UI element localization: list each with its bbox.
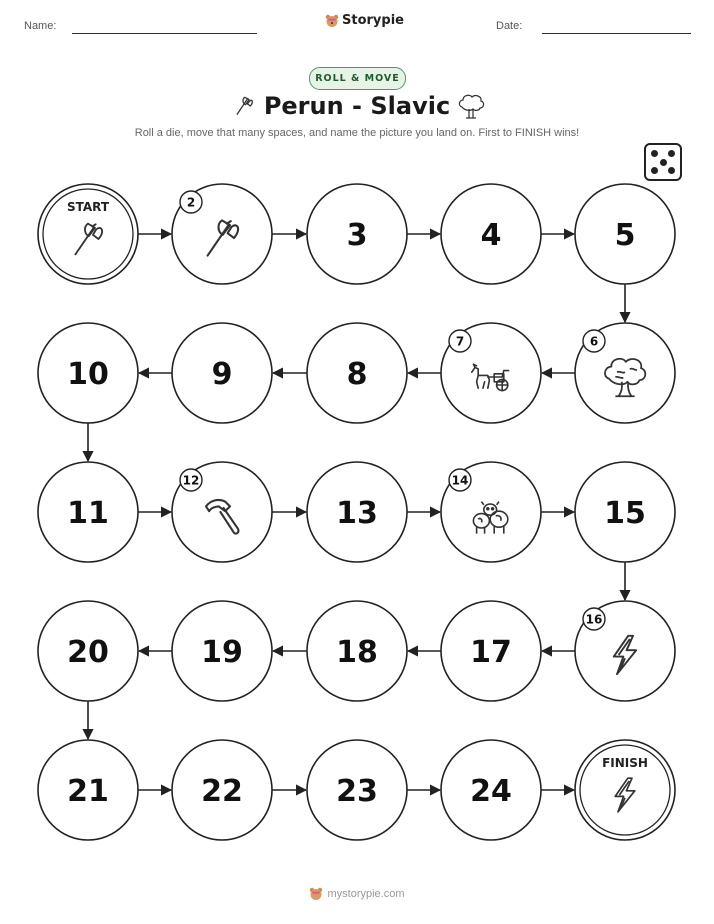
- name-label: Name:: [24, 20, 57, 32]
- board-space-13[interactable]: [307, 462, 407, 562]
- space-number: 2: [186, 195, 196, 210]
- brand-name: Storypie: [342, 13, 404, 28]
- space-number: 11: [67, 496, 109, 531]
- board-space-17[interactable]: [441, 601, 541, 701]
- board-space-15[interactable]: [575, 462, 675, 562]
- space-number: 15: [604, 496, 646, 531]
- board-space-3[interactable]: [307, 184, 407, 284]
- board-space-14[interactable]: [441, 462, 541, 562]
- board-space-4[interactable]: [441, 184, 541, 284]
- instructions: Roll a die, move that many spaces, and name the picture you land on. First to FINISH wins!: [134, 127, 580, 139]
- space-number: 6: [589, 334, 599, 349]
- board-space-10[interactable]: [38, 323, 138, 423]
- space-number: 20: [67, 635, 109, 670]
- start-label: START: [66, 200, 110, 214]
- board-space-12[interactable]: [172, 462, 272, 562]
- board-space-1[interactable]: [38, 184, 138, 284]
- board-space-16[interactable]: [575, 601, 675, 701]
- board-space-8[interactable]: [307, 323, 407, 423]
- page-title: Perun - Slavic: [263, 92, 451, 120]
- board-space-2[interactable]: [172, 184, 272, 284]
- space-number: 4: [480, 218, 502, 253]
- board-space-11[interactable]: [38, 462, 138, 562]
- space-number: 12: [182, 473, 200, 488]
- space-number: 17: [470, 635, 512, 670]
- space-number: 7: [455, 334, 465, 349]
- space-number: 13: [336, 496, 378, 531]
- footer-url: mystorypie.com: [327, 888, 405, 900]
- board-space-22[interactable]: [172, 740, 272, 840]
- space-number: 3: [346, 218, 368, 253]
- board-space-18[interactable]: [307, 601, 407, 701]
- space-number: 21: [67, 774, 109, 809]
- space-number: 24: [470, 774, 512, 809]
- board-space-5[interactable]: [575, 184, 675, 284]
- space-number: 5: [614, 218, 636, 253]
- space-number: 9: [211, 357, 233, 392]
- board-space-9[interactable]: [172, 323, 272, 423]
- game-type-badge: ROLL & MOVE: [309, 67, 406, 90]
- board-space-7[interactable]: [441, 323, 541, 423]
- board-space-6[interactable]: [575, 323, 675, 423]
- board-space-19[interactable]: [172, 601, 272, 701]
- date-label: Date:: [496, 20, 523, 32]
- board-space-23[interactable]: [307, 740, 407, 840]
- finish-label: FINISH: [602, 756, 648, 770]
- space-number: 18: [336, 635, 378, 670]
- space-number: 19: [201, 635, 243, 670]
- space-number: 22: [201, 774, 243, 809]
- space-number: 8: [346, 357, 368, 392]
- board-space-20[interactable]: [38, 601, 138, 701]
- bear-mascot-icon: [309, 887, 323, 901]
- board-space-25[interactable]: [575, 740, 675, 840]
- footer: [0, 887, 714, 901]
- board-space-21[interactable]: [38, 740, 138, 840]
- board-space-24[interactable]: [441, 740, 541, 840]
- space-number: 16: [585, 612, 603, 627]
- space-number: 10: [67, 357, 109, 392]
- space-number: 14: [451, 473, 469, 488]
- space-number: 23: [336, 774, 378, 809]
